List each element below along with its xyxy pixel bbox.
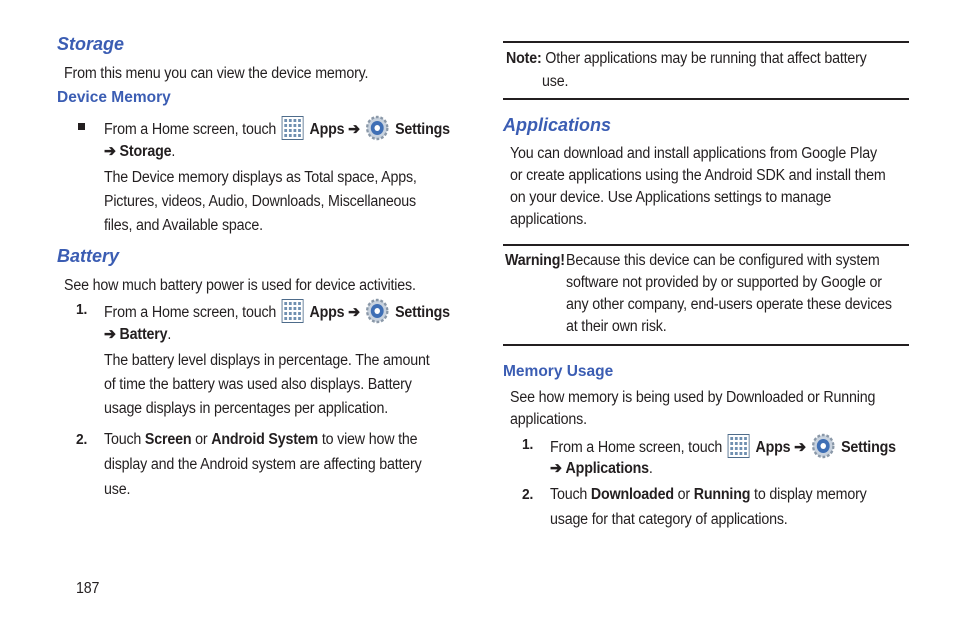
settings-label: Settings [841, 439, 896, 456]
battery-desc-3: usage displays in percentages per application. [104, 400, 389, 417]
text: to display memory [754, 486, 867, 503]
arrow-icon: ➔ [348, 304, 360, 321]
apps-label: Apps [309, 121, 345, 138]
settings-label: Settings [395, 121, 450, 138]
running-label: Running [693, 486, 751, 503]
settings-gear-icon [366, 298, 390, 324]
battery-step2-line3: use. [104, 481, 131, 498]
device-memory-subheading: Device Memory [57, 89, 171, 106]
arrow-icon: ➔ [348, 121, 360, 138]
memory-step2-line1 [550, 483, 867, 507]
text: Touch [550, 486, 588, 503]
memory-usage-subheading: Memory Usage [503, 363, 614, 380]
memory-step1-line1 [550, 433, 896, 460]
storage-desc-3: files, and Available space. [104, 217, 263, 234]
text: Touch [104, 431, 142, 448]
battery-step1-line1 [104, 298, 450, 325]
apps-grid-icon [728, 434, 750, 458]
note-top-rule [503, 41, 909, 43]
applications-target: Applications [565, 460, 649, 477]
note-bottom-rule [503, 98, 909, 100]
warning-line4: at their own risk. [566, 318, 667, 335]
note-line1 [506, 47, 867, 71]
arrow-icon: ➔ [104, 326, 116, 343]
battery-desc-1: The battery level displays in percentage. The amount [104, 352, 430, 369]
step-number: 2. [76, 431, 88, 448]
screen-label: Screen [144, 431, 192, 448]
arrow-icon: ➔ [104, 143, 116, 160]
apps-grid-icon [282, 299, 304, 323]
period: . [171, 143, 176, 160]
warning-line3: any other company, end-users operate these devices [566, 296, 892, 313]
text: or [195, 431, 208, 448]
settings-gear-icon [812, 433, 836, 459]
note-line2: use. [542, 73, 569, 90]
period: . [648, 460, 653, 477]
step-number: 1. [76, 301, 88, 318]
warning-label-text: Warning! [505, 252, 565, 269]
step-prefix: From a Home screen, touch [104, 304, 277, 321]
warning-line1: Because this device can be configured with system [566, 252, 880, 269]
note-text: Other applications may be running that affect battery [545, 50, 867, 67]
storage-desc-2: Pictures, videos, Audio, Downloads, Miscellaneous [104, 193, 417, 210]
memory-usage-intro-2: applications. [510, 411, 587, 428]
text: to view how the [321, 431, 418, 448]
arrow-icon: ➔ [550, 460, 562, 477]
apps-label: Apps [755, 439, 791, 456]
battery-step2-line1 [104, 428, 417, 452]
bullet-icon [78, 123, 85, 130]
warning-label [505, 249, 565, 273]
warning-bottom-rule [503, 344, 909, 346]
battery-heading: Battery [57, 246, 120, 266]
storage-step-line2 [104, 140, 175, 164]
period: . [167, 326, 172, 343]
apps-grid-icon [282, 116, 304, 140]
step-number: 1. [522, 436, 534, 453]
warning-line2: software not provided by or supported by Google or [566, 274, 882, 291]
settings-label: Settings [395, 304, 450, 321]
memory-step2-line2: usage for that category of applications. [550, 511, 788, 528]
battery-desc-2: of time the battery was used also displays. Battery [104, 376, 412, 393]
applications-body-2: or create applications using the Android SDK and install them [510, 167, 886, 184]
storage-intro: From this menu you can view the device memory. [64, 65, 369, 82]
applications-body-1: You can download and install applications from Google Play [510, 145, 877, 162]
battery-intro: See how much battery power is used for device activities. [64, 277, 416, 294]
storage-heading: Storage [57, 34, 125, 54]
applications-heading: Applications [503, 115, 612, 135]
battery-step2-line2: display and the Android system are affecting battery [104, 456, 422, 473]
arrow-icon: ➔ [794, 439, 806, 456]
apps-label: Apps [309, 304, 345, 321]
storage-target: Storage [119, 143, 172, 160]
text: or [677, 486, 690, 503]
android-system-label: Android System [211, 431, 319, 448]
battery-step1-line2 [104, 323, 171, 347]
warning-top-rule [503, 244, 909, 246]
battery-target: Battery [119, 326, 168, 343]
step-prefix: From a Home screen, touch [104, 121, 277, 138]
storage-step-line1 [104, 115, 450, 142]
note-label: Note: [506, 50, 542, 67]
settings-gear-icon [366, 115, 390, 141]
memory-step1-line2 [550, 457, 653, 481]
memory-usage-intro-1: See how memory is being used by Downloaded or Running [510, 389, 876, 406]
downloaded-label: Downloaded [590, 486, 674, 503]
page-number: 187 [76, 580, 100, 597]
step-prefix: From a Home screen, touch [550, 439, 723, 456]
applications-body-3: on your device. Use Applications settings to manage [510, 189, 832, 206]
storage-desc-1: The Device memory displays as Total space, Apps, [104, 169, 417, 186]
applications-body-4: applications. [510, 211, 587, 228]
step-number: 2. [522, 486, 534, 503]
